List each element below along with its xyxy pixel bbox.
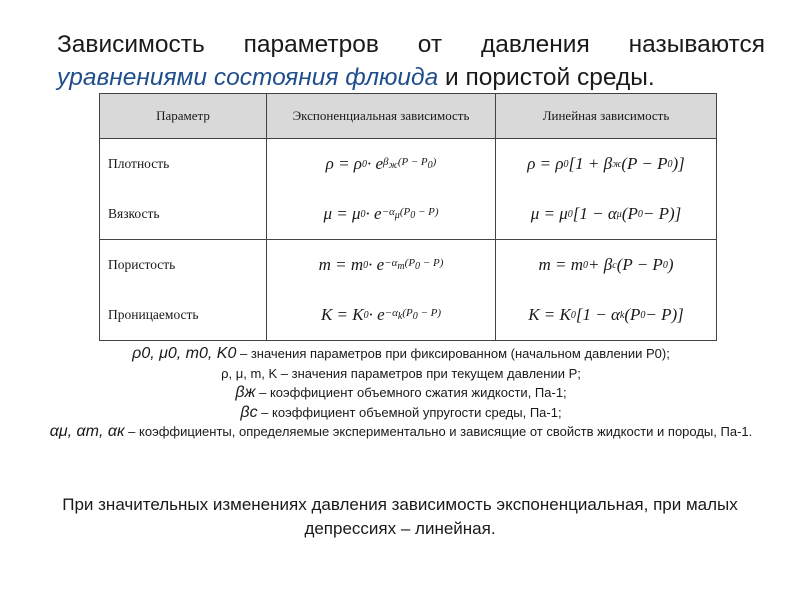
formula-porosity-lin: m = m 0 + β c (P − P 0 ) bbox=[538, 255, 674, 274]
formula-viscosity-exp: μ = μ 0 · e $-\alpha_\mu(P_0 - P)$ bbox=[323, 204, 439, 223]
formula-permeability-lin: K = K 0 [1 − α k (P 0 − P)] bbox=[528, 305, 684, 324]
table-row-group1 bbox=[100, 139, 717, 240]
note-initial: ρ0, μ0, m0, K0 – значения параметров при фиксированном (начальном давлении P0); bbox=[132, 345, 670, 362]
param-porosity: Пористость bbox=[108, 257, 176, 272]
formula-density-exp: ρ = ρ 0 · e $\beta_ж(P - P_0)$ bbox=[325, 154, 437, 173]
header-exp: Экспоненциальная зависимость bbox=[267, 94, 496, 139]
table-header-row bbox=[100, 94, 717, 139]
param-permeability: Проницаемость bbox=[108, 307, 199, 322]
note-beta-zh: βж – коэффициент объемного сжатия жидкости, Па-1; bbox=[235, 384, 567, 401]
formula-viscosity-lin: μ = μ 0 [1 − α μ (P 0 − P)] bbox=[530, 204, 682, 223]
note-beta-c: βс – коэффициент объемной упругости среды, Па-1; bbox=[240, 403, 562, 421]
formula-density-lin: ρ = ρ 0 [1 + β ж (P − P 0 )] bbox=[527, 154, 685, 173]
table-row-group2 bbox=[100, 240, 717, 341]
param-density: Плотность bbox=[108, 156, 170, 171]
slide-title bbox=[57, 28, 765, 94]
title-part2: и пористой среды. bbox=[438, 64, 655, 91]
title-part1: Зависимость параметров от давления называются bbox=[57, 31, 765, 58]
equations-table bbox=[99, 93, 717, 340]
conclusion-text: При значительных изменениях давления зависимость экспоненциальная, при малых депрессиях – линейная. bbox=[62, 495, 738, 538]
header-param: Параметр bbox=[100, 94, 267, 139]
note-alpha: αμ, αm, αк – коэффициенты, определяемые экспериментально и зависящие от свойств жидкости и породы, Па-1. bbox=[49, 423, 753, 440]
param-viscosity: Вязкость bbox=[108, 206, 160, 221]
formula-porosity-exp: m = m 0 · e $-\alpha_m(P_0 - P)$ bbox=[318, 255, 444, 274]
title-accent: уравнениями состояния флюида bbox=[57, 64, 439, 91]
notes-block bbox=[40, 344, 762, 442]
note-current: ρ, μ, m, K – значения параметров при текущем давлении P; bbox=[221, 365, 581, 381]
formula-permeability-exp: K = K 0 · e $-\alpha_k(P_0 - P)$ bbox=[320, 305, 442, 324]
header-lin: Линейная зависимость bbox=[496, 94, 717, 139]
